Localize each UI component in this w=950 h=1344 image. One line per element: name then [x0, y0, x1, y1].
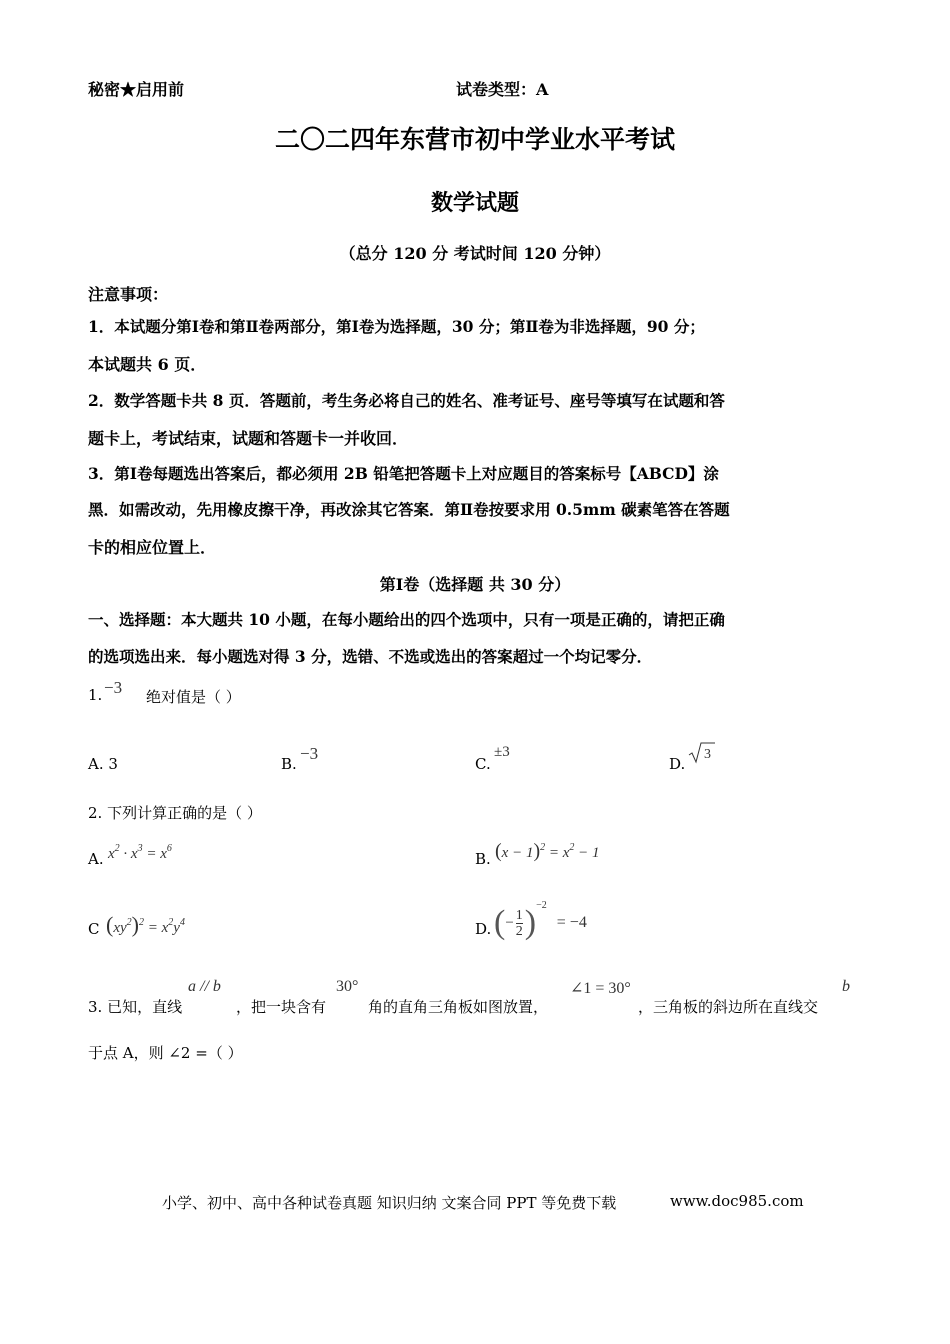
exam-subtitle: 数学试题	[430, 190, 519, 216]
q2-option-b-label: B.	[475, 850, 491, 868]
q2-option-d-math: ( − $\frac{1}{2}$ ) −2 = −4	[494, 899, 587, 941]
q3-number: 3. 已知，直线	[88, 998, 183, 1016]
footer-link[interactable]: www.doc985.com	[670, 1192, 804, 1210]
q1-option-b-label: B.	[281, 755, 297, 773]
q2-option-d-label: D.	[475, 920, 492, 938]
q3-text4: ，三角板的斜边所在直线交	[638, 998, 819, 1016]
sqrt-icon	[688, 740, 716, 770]
q2-option-a-math: $x^2 \cdot x^3 = x^6$	[108, 843, 172, 862]
q1-option-d-label: D.	[669, 755, 686, 773]
q2-option-a-label: A.	[88, 850, 104, 868]
section-intro: 一、选择题：本大题共 10 小题，在每小题给出的四个选项中，只有一项是正确的，请把正确	[88, 610, 725, 629]
section-title: 第Ⅰ卷（选择题 共 30 分）	[379, 575, 571, 594]
q1-option-c-math: ±3	[494, 744, 510, 760]
q2-option-c-math: $(xy^2)^2 = x^2y^4$	[106, 912, 185, 937]
q2-stem: 2. 下列计算正确的是（ ）	[88, 804, 262, 822]
note-line: 题卡上，考试结束，试题和答题卡一并收回．	[88, 429, 409, 448]
q3-angle: 30°	[336, 978, 359, 995]
score-info: （总分 120 分 考试时间 120 分钟）	[339, 244, 611, 263]
note-line: 卡的相应位置上．	[88, 538, 217, 557]
q1-option-c-label: C.	[475, 755, 491, 773]
q1-text: 绝对值是（ ）	[146, 688, 241, 706]
note-line: 3．第Ⅰ卷每题选出答案后，都必须用 2B 铅笔把答题卡上对应题目的答案标号【ABCD】涂	[88, 464, 719, 483]
q2-option-d-result: = −4	[556, 914, 587, 931]
section-intro: 的选项选出来．每小题选对得 3 分，选错、不选或选出的答案超过一个均记零分．	[88, 647, 653, 666]
q3-line-b: b	[842, 978, 850, 995]
secret-label: 秘密★启用前	[88, 80, 185, 99]
note-line: 1．本试题分第Ⅰ卷和第Ⅱ卷两部分，第Ⅰ卷为选择题，30 分；第Ⅱ卷为非选择题，90 分；	[88, 317, 705, 336]
q2-option-b-math: $(x - 1)^2 = x^2 - 1$	[495, 840, 600, 862]
footer-text: 小学、初中、高中各种试卷真题 知识归纳 文案合同 PPT 等免费下载	[162, 1194, 617, 1212]
exam-title: 二〇二四年东营市初中学业水平考试	[274, 125, 675, 154]
q3-text2: ，把一块含有	[236, 998, 327, 1016]
note-line: 黑．如需改动，先用橡皮擦干净，再改涂其它答案．第Ⅱ卷按要求用 0.5mm 碳素笔答在答题	[88, 500, 730, 519]
q2-option-c-label: C	[88, 920, 100, 938]
q1-number: 1.	[88, 686, 103, 704]
q1-expr: −3	[104, 678, 123, 697]
notes-heading: 注意事项：	[88, 285, 169, 304]
q3-parallel: a // b	[188, 978, 221, 995]
note-line: 本试题共 6 页．	[88, 355, 207, 374]
q3-text3: 角的直角三角板如图放置，	[368, 998, 549, 1016]
sqrt-radicand: 3	[704, 747, 711, 762]
q1-option-b-math: −3	[300, 744, 319, 763]
q3-line2: 于点 A，则 ∠2 =（ ）	[88, 1044, 243, 1062]
paper-type: 试卷类型：A	[456, 80, 549, 99]
q3-condition: ∠1 = 30°	[570, 980, 631, 997]
q1-option-a: A. 3	[88, 755, 118, 773]
note-line: 2．数学答题卡共 8 页．答题前，考生务必将自己的姓名、准考证号、座号等填写在试题和答	[88, 391, 725, 410]
